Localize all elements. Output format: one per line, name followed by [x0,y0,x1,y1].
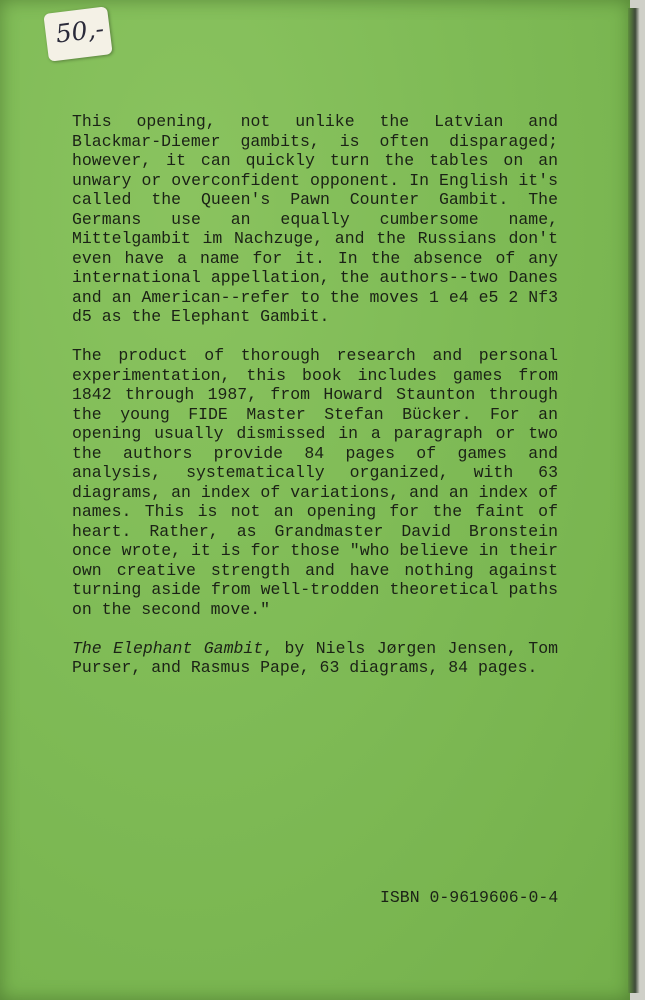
cover-blurb [72,112,558,678]
price-sticker [43,6,112,61]
blurb-paragraph-1: This opening, not unlike the Latvian and Blackmar-Diemer gambits, is often disparaged; however, it can quickly turn the tables on an unwary or overconfident opponent. In English it's called the Queen's Pawn Counter Gambit. The Germans use an equally cumbersome name, Mittelgambit im Nachzuge, and the Russians don't even have a name for it. In the absence of any international appellation, the authors--two Danes and an American--refer to the moves 1 e4 e5 2 Nf3 d5 as the Elephant Gambit. [72,112,558,326]
book-credit [72,639,558,678]
book-edge [628,8,640,993]
price-label: 50,- [54,13,106,49]
book-details: , by Niels Jørgen Jensen, Tom Purser, and Rasmus Pape, 63 diagrams, 84 pages. [72,638,558,677]
blurb-paragraph-2: The product of thorough research and personal experimentation, this book includes games from 1842 through 1987, from Howard Staunton through the young FIDE Master Stefan Bücker. For an opening usually dismissed in a paragraph or two the authors provide 84 pages of games and analysis, systematically organized, with 63 diagrams, an index of variations, and an index of names. This is not an opening for the faint of heart. Rather, as Grandmaster David Bronstein once wrote, it is for those "who believe in their own creative strength and have nothing against turning aside from well-trodden theoretical paths on the second move." [72,346,558,619]
book-title: The Elephant Gambit [72,638,264,658]
isbn-number: ISBN 0-9619606-0-4 [380,888,559,907]
